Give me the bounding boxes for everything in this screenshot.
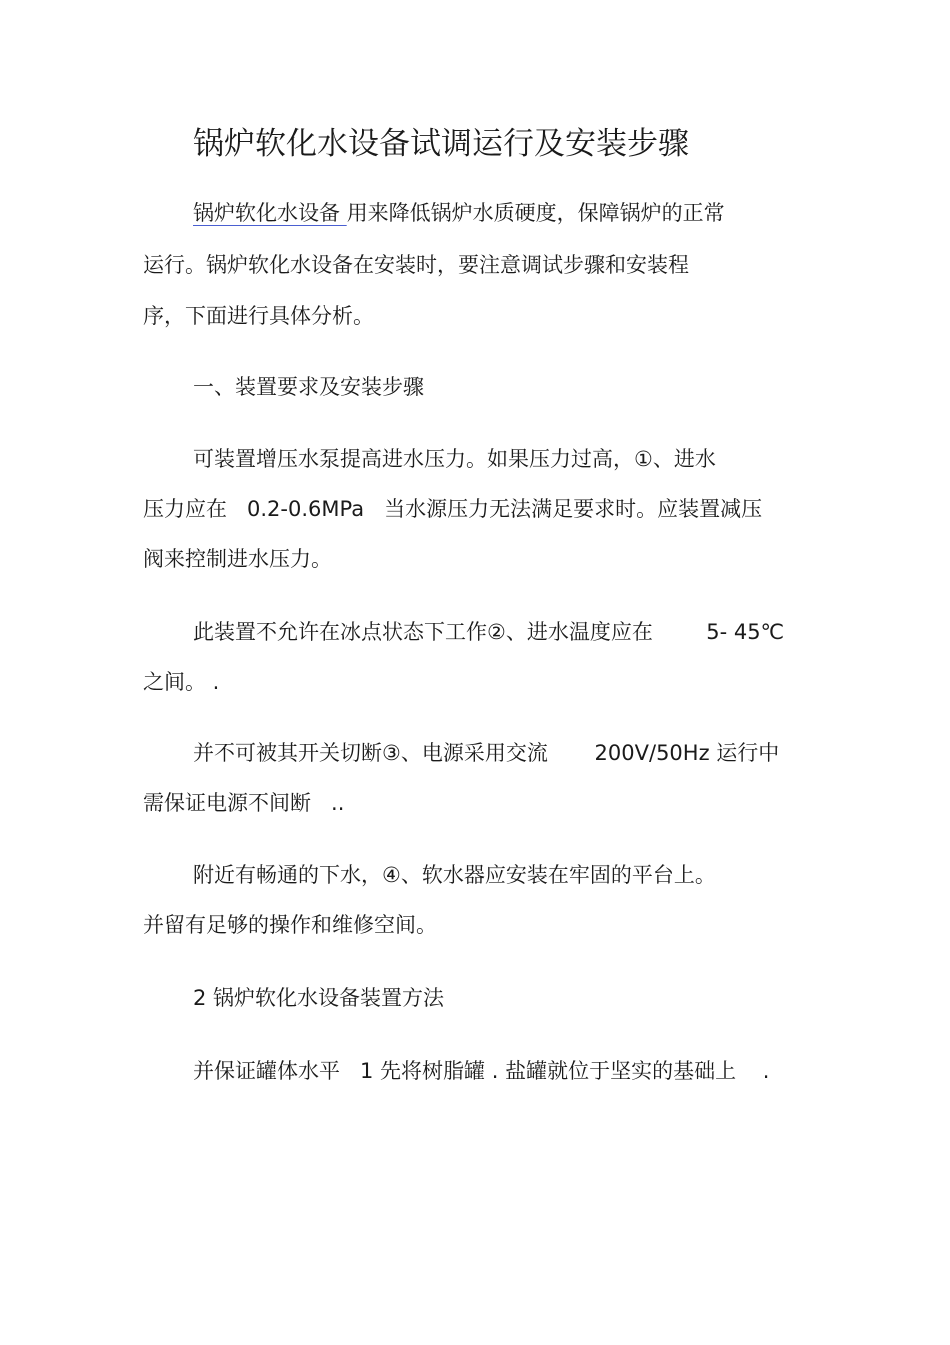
para-1-line-1: 可装置增压水泵提高进水压力。如果压力过高，①、进水 — [193, 447, 716, 471]
para-3-line-1: 并不可被其开关切断③、电源采用交流 200V/50Hz 运行中 — [193, 741, 780, 765]
page-title: 锅炉软化水设备试调运行及安装步骤 — [193, 126, 689, 162]
para-4-line-2: 并留有足够的操作和维修空间。 — [143, 913, 437, 937]
para-5-line-1: 并保证罐体水平 1 先将树脂罐 . 盐罐就位于坚实的基础上 . — [193, 1059, 770, 1083]
para-3-line-2: 需保证电源不间断 .. — [143, 791, 345, 815]
section-2-heading: 2 锅炉软化水设备装置方法 — [193, 986, 445, 1010]
section-1-heading: 一、装置要求及安装步骤 — [193, 375, 424, 399]
para-1-line-2: 压力应在 0.2-0.6MPa 当水源压力无法满足要求时。应装置减压 — [143, 497, 763, 521]
intro-line-1-text: 用来降低锅炉水质硬度，保障锅炉的正常 — [346, 201, 725, 225]
para-2-line-1: 此装置不允许在冰点状态下工作②、进水温度应在 5- 45℃ — [193, 620, 785, 644]
para-4-line-1: 附近有畅通的下水，④、软水器应安装在牢固的平台上。 — [193, 863, 716, 887]
intro-line-2: 运行。锅炉软化水设备在安装时，要注意调试步骤和安装程 — [143, 253, 689, 277]
intro-line-1 — [193, 198, 725, 228]
equipment-link[interactable]: 锅炉软化水设备 — [193, 201, 347, 225]
para-2-line-2: 之间。 . — [143, 670, 220, 694]
intro-line-3: 序，下面进行具体分析。 — [143, 304, 374, 328]
para-1-line-3: 阀来控制进水压力。 — [143, 547, 332, 571]
